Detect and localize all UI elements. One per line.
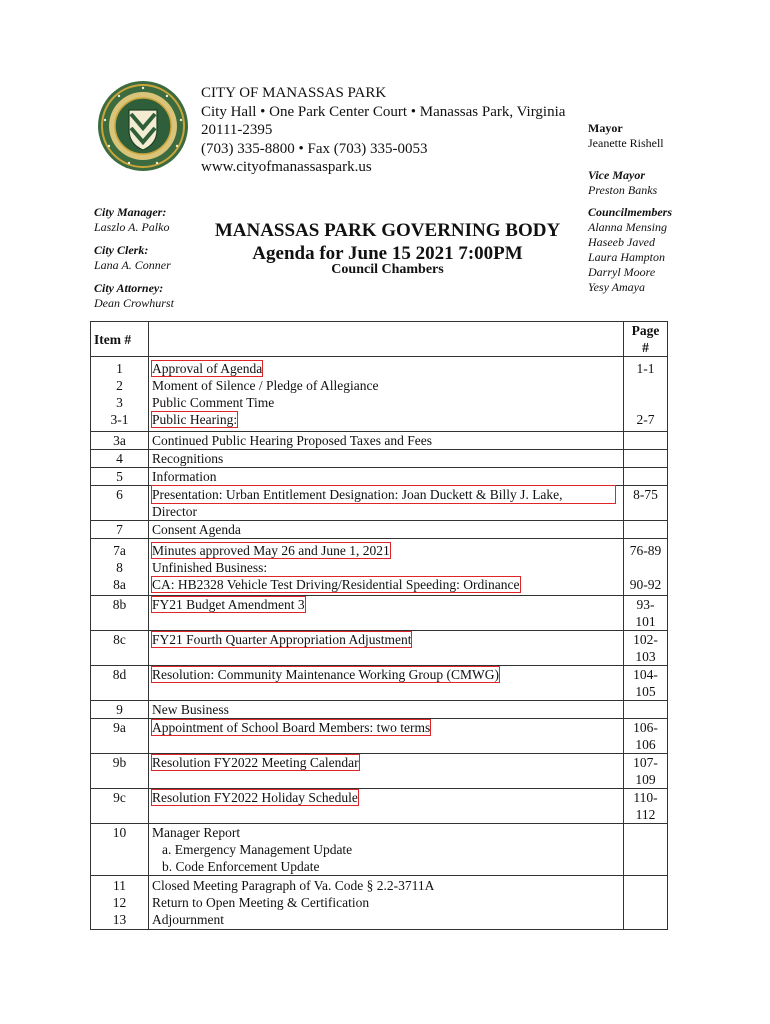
website-link[interactable]: www.cityofmanassaspark.us	[201, 159, 372, 175]
item-number: 8a	[113, 577, 126, 592]
councilmembers-block	[588, 205, 672, 295]
item-number: 8	[116, 560, 123, 575]
item-description: Presentation: Urban Entitlement Designation: Joan Duckett & Billy J. Lake,	[152, 487, 563, 502]
item-description: Closed Meeting Paragraph of Va. Code § 2.2-3711A	[152, 878, 435, 893]
councilmember: Yesy Amaya	[588, 280, 645, 294]
item-page	[624, 450, 668, 468]
item-page: 76-89	[629, 543, 662, 558]
item-number: 9c	[91, 789, 149, 824]
item-page: 104-105	[624, 666, 668, 701]
item-page	[624, 701, 668, 719]
councilmember: Alanna Mensing	[588, 220, 667, 234]
table-row	[91, 701, 668, 719]
item-number: 7a	[113, 543, 126, 558]
agenda-date: Agenda for June 15 2021 7:00PM	[252, 243, 523, 264]
table-row	[91, 824, 668, 876]
item-page	[624, 521, 668, 539]
description-header	[149, 322, 624, 357]
table-row	[91, 719, 668, 754]
fy21-budget-amendment-link[interactable]: FY21 Budget Amendment 3	[152, 597, 305, 612]
city-manager-block	[94, 205, 169, 235]
item-description: New Business	[149, 701, 624, 719]
city-manager-name: Laszlo A. Palko	[94, 220, 170, 234]
item-number: 3	[116, 395, 123, 410]
item-number: 9a	[91, 719, 149, 754]
item-number: 6	[91, 486, 149, 521]
table-row	[91, 357, 668, 432]
item-number: 3-1	[110, 412, 129, 427]
approval-of-agenda-link[interactable]: Approval of Agenda	[152, 361, 263, 376]
table-row	[91, 450, 668, 468]
item-description-cont: Director	[152, 504, 197, 519]
meeting-calendar-link[interactable]: Resolution FY2022 Meeting Calendar	[152, 755, 359, 770]
item-description: Adjournment	[152, 912, 224, 927]
table-row	[91, 666, 668, 701]
city-clerk-label: City Clerk:	[94, 243, 149, 257]
vice-mayor-name: Preston Banks	[588, 183, 658, 197]
item-description: Return to Open Meeting & Certification	[152, 895, 370, 910]
item-description: Public Comment Time	[152, 395, 275, 410]
item-number: 8c	[91, 631, 149, 666]
item-page	[624, 432, 668, 450]
item-page	[624, 824, 668, 876]
item-number: 4	[91, 450, 149, 468]
item-page: 90-92	[629, 577, 662, 592]
table-row	[91, 432, 668, 450]
city-attorney-label: City Attorney:	[94, 281, 164, 295]
city-seal-icon	[97, 80, 189, 172]
item-number: 11	[113, 878, 126, 893]
city-attorney-block	[94, 281, 174, 311]
table-row	[91, 486, 668, 521]
city-address-block	[201, 84, 565, 177]
holiday-schedule-link[interactable]: Resolution FY2022 Holiday Schedule	[152, 790, 358, 805]
address-line1: City Hall • One Park Center Court • Manassas Park, Virginia	[201, 103, 566, 120]
hb2328-ordinance-link[interactable]: CA: HB2328 Vehicle Test Driving/Residential Speeding: Ordinance	[152, 577, 520, 592]
table-row	[91, 468, 668, 486]
city-clerk-block	[94, 243, 171, 273]
item-description: Recognitions	[149, 450, 624, 468]
item-page: 102-103	[624, 631, 668, 666]
public-hearing-link[interactable]: Public Hearing:	[152, 412, 238, 427]
table-row	[91, 631, 668, 666]
item-number: 8b	[91, 596, 149, 631]
councilmember: Haseeb Javed	[588, 235, 655, 249]
item-description: Moment of Silence / Pledge of Allegiance	[152, 378, 379, 393]
item-number: 8d	[91, 666, 149, 701]
councilmember: Laura Hampton	[588, 250, 666, 264]
item-number: 5	[91, 468, 149, 486]
mayor-label: Mayor	[588, 121, 623, 135]
item-subitem: b. Code Enforcement Update	[162, 859, 320, 874]
item-page: 2-7	[636, 412, 655, 427]
phone-line: (703) 335-8800 • Fax (703) 335-0053	[201, 140, 428, 157]
item-number: 9b	[91, 754, 149, 789]
item-number: 13	[112, 912, 127, 927]
city-name: CITY OF MANASSAS PARK	[201, 85, 387, 101]
table-row	[91, 539, 668, 596]
mayor-name: Jeanette Rishell	[588, 136, 664, 150]
cmwg-resolution-link[interactable]: Resolution: Community Maintenance Working Group (CMWG)	[152, 667, 499, 682]
page-number-header: Page #	[624, 322, 668, 357]
item-number: 9	[91, 701, 149, 719]
item-number: 12	[112, 895, 127, 910]
item-description: Consent Agenda	[149, 521, 624, 539]
item-description: Information	[149, 468, 624, 486]
agenda-table	[90, 321, 668, 930]
item-number: 3a	[91, 432, 149, 450]
meeting-location: Council Chambers	[331, 262, 444, 277]
councilmembers-label: Councilmembers	[588, 205, 673, 219]
minutes-approved-link[interactable]: Minutes approved May 26 and June 1, 2021	[152, 543, 390, 558]
item-number: 1	[116, 361, 123, 376]
item-number: 2	[116, 378, 123, 393]
item-description: Continued Public Hearing Proposed Taxes and Fees	[149, 432, 624, 450]
item-description: Manager Report	[152, 825, 241, 840]
item-page: 110-112	[624, 789, 668, 824]
item-page: 1-1	[636, 361, 655, 376]
item-page: 8-75	[624, 486, 668, 521]
item-description: Unfinished Business:	[152, 560, 268, 575]
city-clerk-name: Lana A. Conner	[94, 258, 171, 272]
vice-mayor-label: Vice Mayor	[588, 168, 645, 182]
fy21-appropriation-link[interactable]: FY21 Fourth Quarter Appropriation Adjustment	[152, 632, 412, 647]
item-subitem: a. Emergency Management Update	[162, 842, 353, 857]
urban-entitlement-presentation-link[interactable]	[152, 486, 615, 503]
table-row	[91, 754, 668, 789]
item-page: 93-101	[624, 596, 668, 631]
school-board-appointment-link[interactable]: Appointment of School Board Members: two terms	[152, 720, 431, 735]
table-row	[91, 789, 668, 824]
item-page: 107-109	[624, 754, 668, 789]
table-header-row	[91, 322, 668, 357]
table-row	[91, 876, 668, 930]
page-title: MANASSAS PARK GOVERNING BODY	[214, 220, 561, 241]
item-number: 7	[91, 521, 149, 539]
mayor-block	[588, 121, 664, 151]
item-page: 106-106	[624, 719, 668, 754]
table-row	[91, 596, 668, 631]
vice-mayor-block	[588, 168, 657, 198]
address-line2: 20111-2395	[201, 122, 273, 138]
item-number-header: Item #	[91, 322, 149, 357]
city-manager-label: City Manager:	[94, 205, 167, 219]
city-attorney-name: Dean Crowhurst	[94, 296, 174, 310]
item-page	[624, 468, 668, 486]
item-number: 10	[91, 824, 149, 876]
councilmember: Darryl Moore	[588, 265, 656, 279]
table-row	[91, 521, 668, 539]
